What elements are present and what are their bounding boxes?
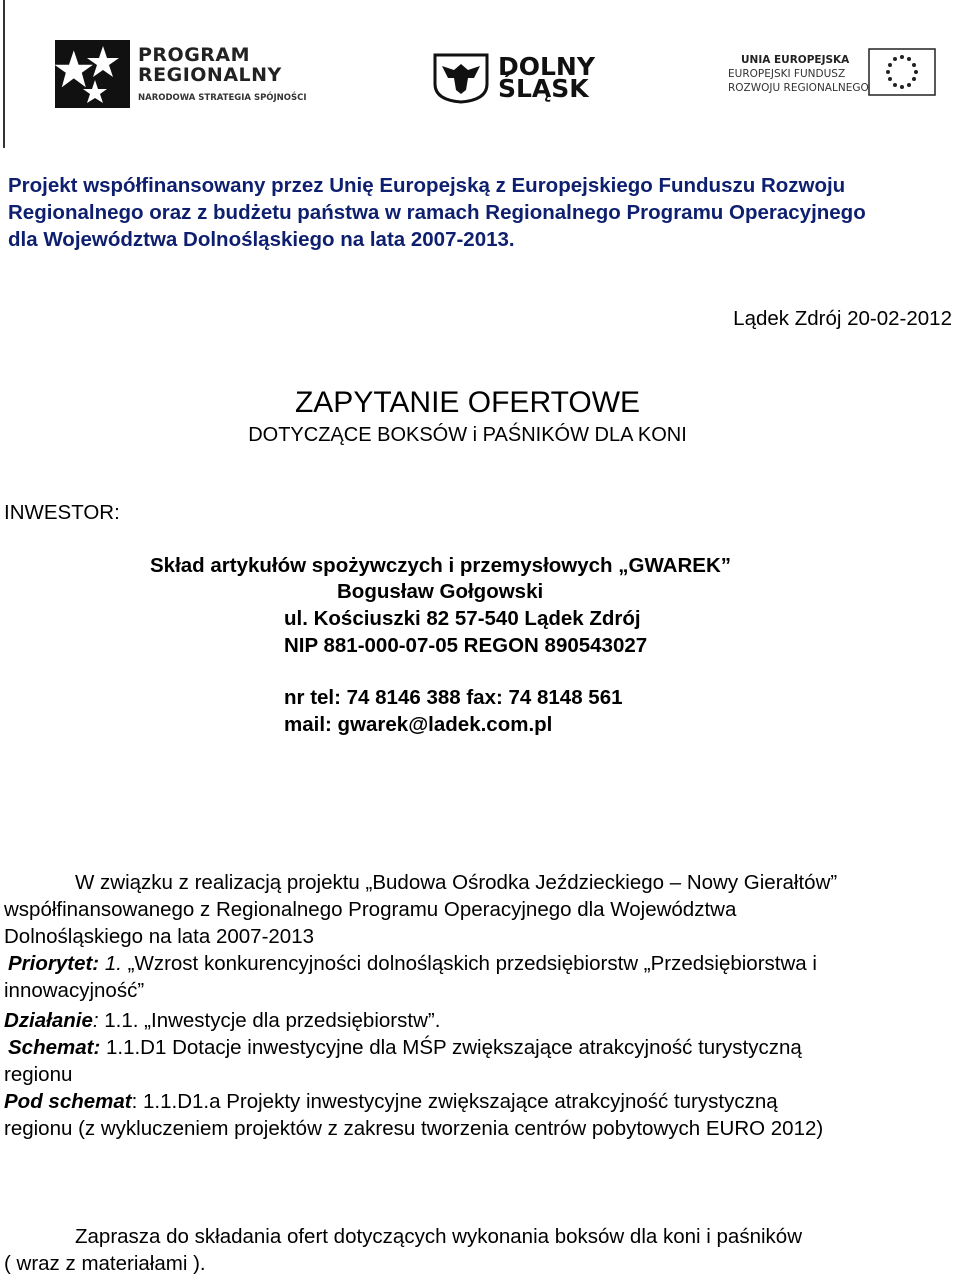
eu-flag-icon bbox=[868, 48, 936, 96]
pod-schemat-colon: : bbox=[131, 1090, 138, 1113]
funding-line-2: Regionalnego oraz z budżetu państwa w ramach Regionalnego Programu Operacyjnego bbox=[8, 201, 866, 224]
investor-ids: NIP 881-000-07-05 REGON 890543027 bbox=[284, 634, 648, 657]
priorytet-number: 1. bbox=[104, 952, 122, 975]
funding-statement bbox=[8, 172, 956, 253]
schemat-text-2: regionu bbox=[4, 1063, 73, 1086]
document-subtitle: DOTYCZĄCE BOKSÓW i PAŚNIKÓW DLA KONI bbox=[248, 424, 687, 446]
priorytet-line bbox=[8, 952, 817, 976]
program-logo-line3: NARODOWA STRATEGIA SPÓJNOŚCI bbox=[138, 93, 307, 103]
investor-label: INWESTOR: bbox=[4, 501, 120, 524]
pod-schemat-label: Pod schemat bbox=[4, 1090, 132, 1113]
program-regionalny-logo-icon bbox=[55, 40, 130, 108]
ue-logo-line1: UNIA EUROPEJSKA bbox=[741, 54, 850, 66]
investor-phone: nr tel: 74 8146 388 fax: 74 8148 561 bbox=[284, 686, 623, 709]
dzialanie-colon: : bbox=[92, 1009, 99, 1032]
program-logo-line2: REGIONALNY bbox=[138, 64, 282, 86]
dolny-logo-line1: DOLNY bbox=[498, 52, 595, 81]
body-p1-line3: Dolnośląskiego na lata 2007-2013 bbox=[4, 925, 315, 948]
ue-logo-line2: EUROPEJSKI FUNDUSZ bbox=[728, 68, 846, 80]
schemat-text: 1.1.D1 Dotacje inwestycyjne dla MŚP zwiększające atrakcyjność turystyczną bbox=[105, 1036, 802, 1059]
investor-owner: Bogusław Gołgowski bbox=[337, 580, 544, 603]
place-date: Lądek Zdrój 20-02-2012 bbox=[733, 307, 952, 330]
logo-bar bbox=[0, 0, 960, 140]
body-p1-line2: współfinansowanego z Regionalnego Programu Operacyjnego dla Województwa bbox=[4, 898, 737, 921]
priorytet-label: Priorytet: bbox=[8, 952, 100, 975]
schemat-line bbox=[8, 1036, 802, 1060]
investor-mail: mail: gwarek@ladek.com.pl bbox=[284, 713, 553, 736]
closing-line-1: Zaprasza do składania ofert dotyczących wykonania boksów dla koni i paśników bbox=[75, 1225, 802, 1248]
pod-schemat-line bbox=[4, 1090, 778, 1114]
dzialanie-line bbox=[4, 1009, 440, 1033]
body-p1-line1: W związku z realizacją projektu „Budowa Ośrodka Jeździeckiego – Nowy Gierałtów” bbox=[75, 871, 838, 894]
investor-address: ul. Kościuszki 82 57-540 Lądek Zdrój bbox=[284, 607, 641, 630]
ue-logo-line3: ROZWOJU REGIONALNEGO bbox=[728, 82, 869, 94]
dzialanie-text: 1.1. „Inwestycje dla przedsiębiorstw”. bbox=[104, 1009, 441, 1032]
dolny-slask-eagle-icon bbox=[432, 52, 490, 104]
left-border-line bbox=[3, 0, 5, 148]
pod-schemat-text-2: regionu (z wykluczeniem projektów z zakresu tworzenia centrów pobytowych EURO 2012) bbox=[4, 1117, 824, 1140]
schemat-label: Schemat: bbox=[8, 1036, 101, 1059]
priorytet-text: „Wzrost konkurencyjności dolnośląskich przedsiębiorstw „Przedsiębiorstwa i bbox=[127, 952, 817, 975]
priorytet-text-2: innowacyjność” bbox=[4, 979, 145, 1002]
funding-line-1: Projekt współfinansowany przez Unię Europejską z Europejskiego Funduszu Rozwoju bbox=[8, 174, 846, 197]
dolny-logo-line2: ŚLĄSK bbox=[498, 74, 589, 103]
document-title: ZAPYTANIE OFERTOWE bbox=[294, 386, 641, 419]
investor-name: Skład artykułów spożywczych i przemysłowych „GWAREK” bbox=[150, 554, 731, 577]
pod-schemat-text: 1.1.D1.a Projekty inwestycyjne zwiększające atrakcyjność turystyczną bbox=[143, 1090, 778, 1113]
funding-line-3: dla Województwa Dolnośląskiego na lata 2007-2013. bbox=[8, 228, 515, 251]
program-logo-line1: PROGRAM bbox=[138, 44, 251, 66]
dzialanie-label: Działanie bbox=[4, 1009, 93, 1032]
closing-line-2: ( wraz z materiałami ). bbox=[4, 1252, 206, 1275]
